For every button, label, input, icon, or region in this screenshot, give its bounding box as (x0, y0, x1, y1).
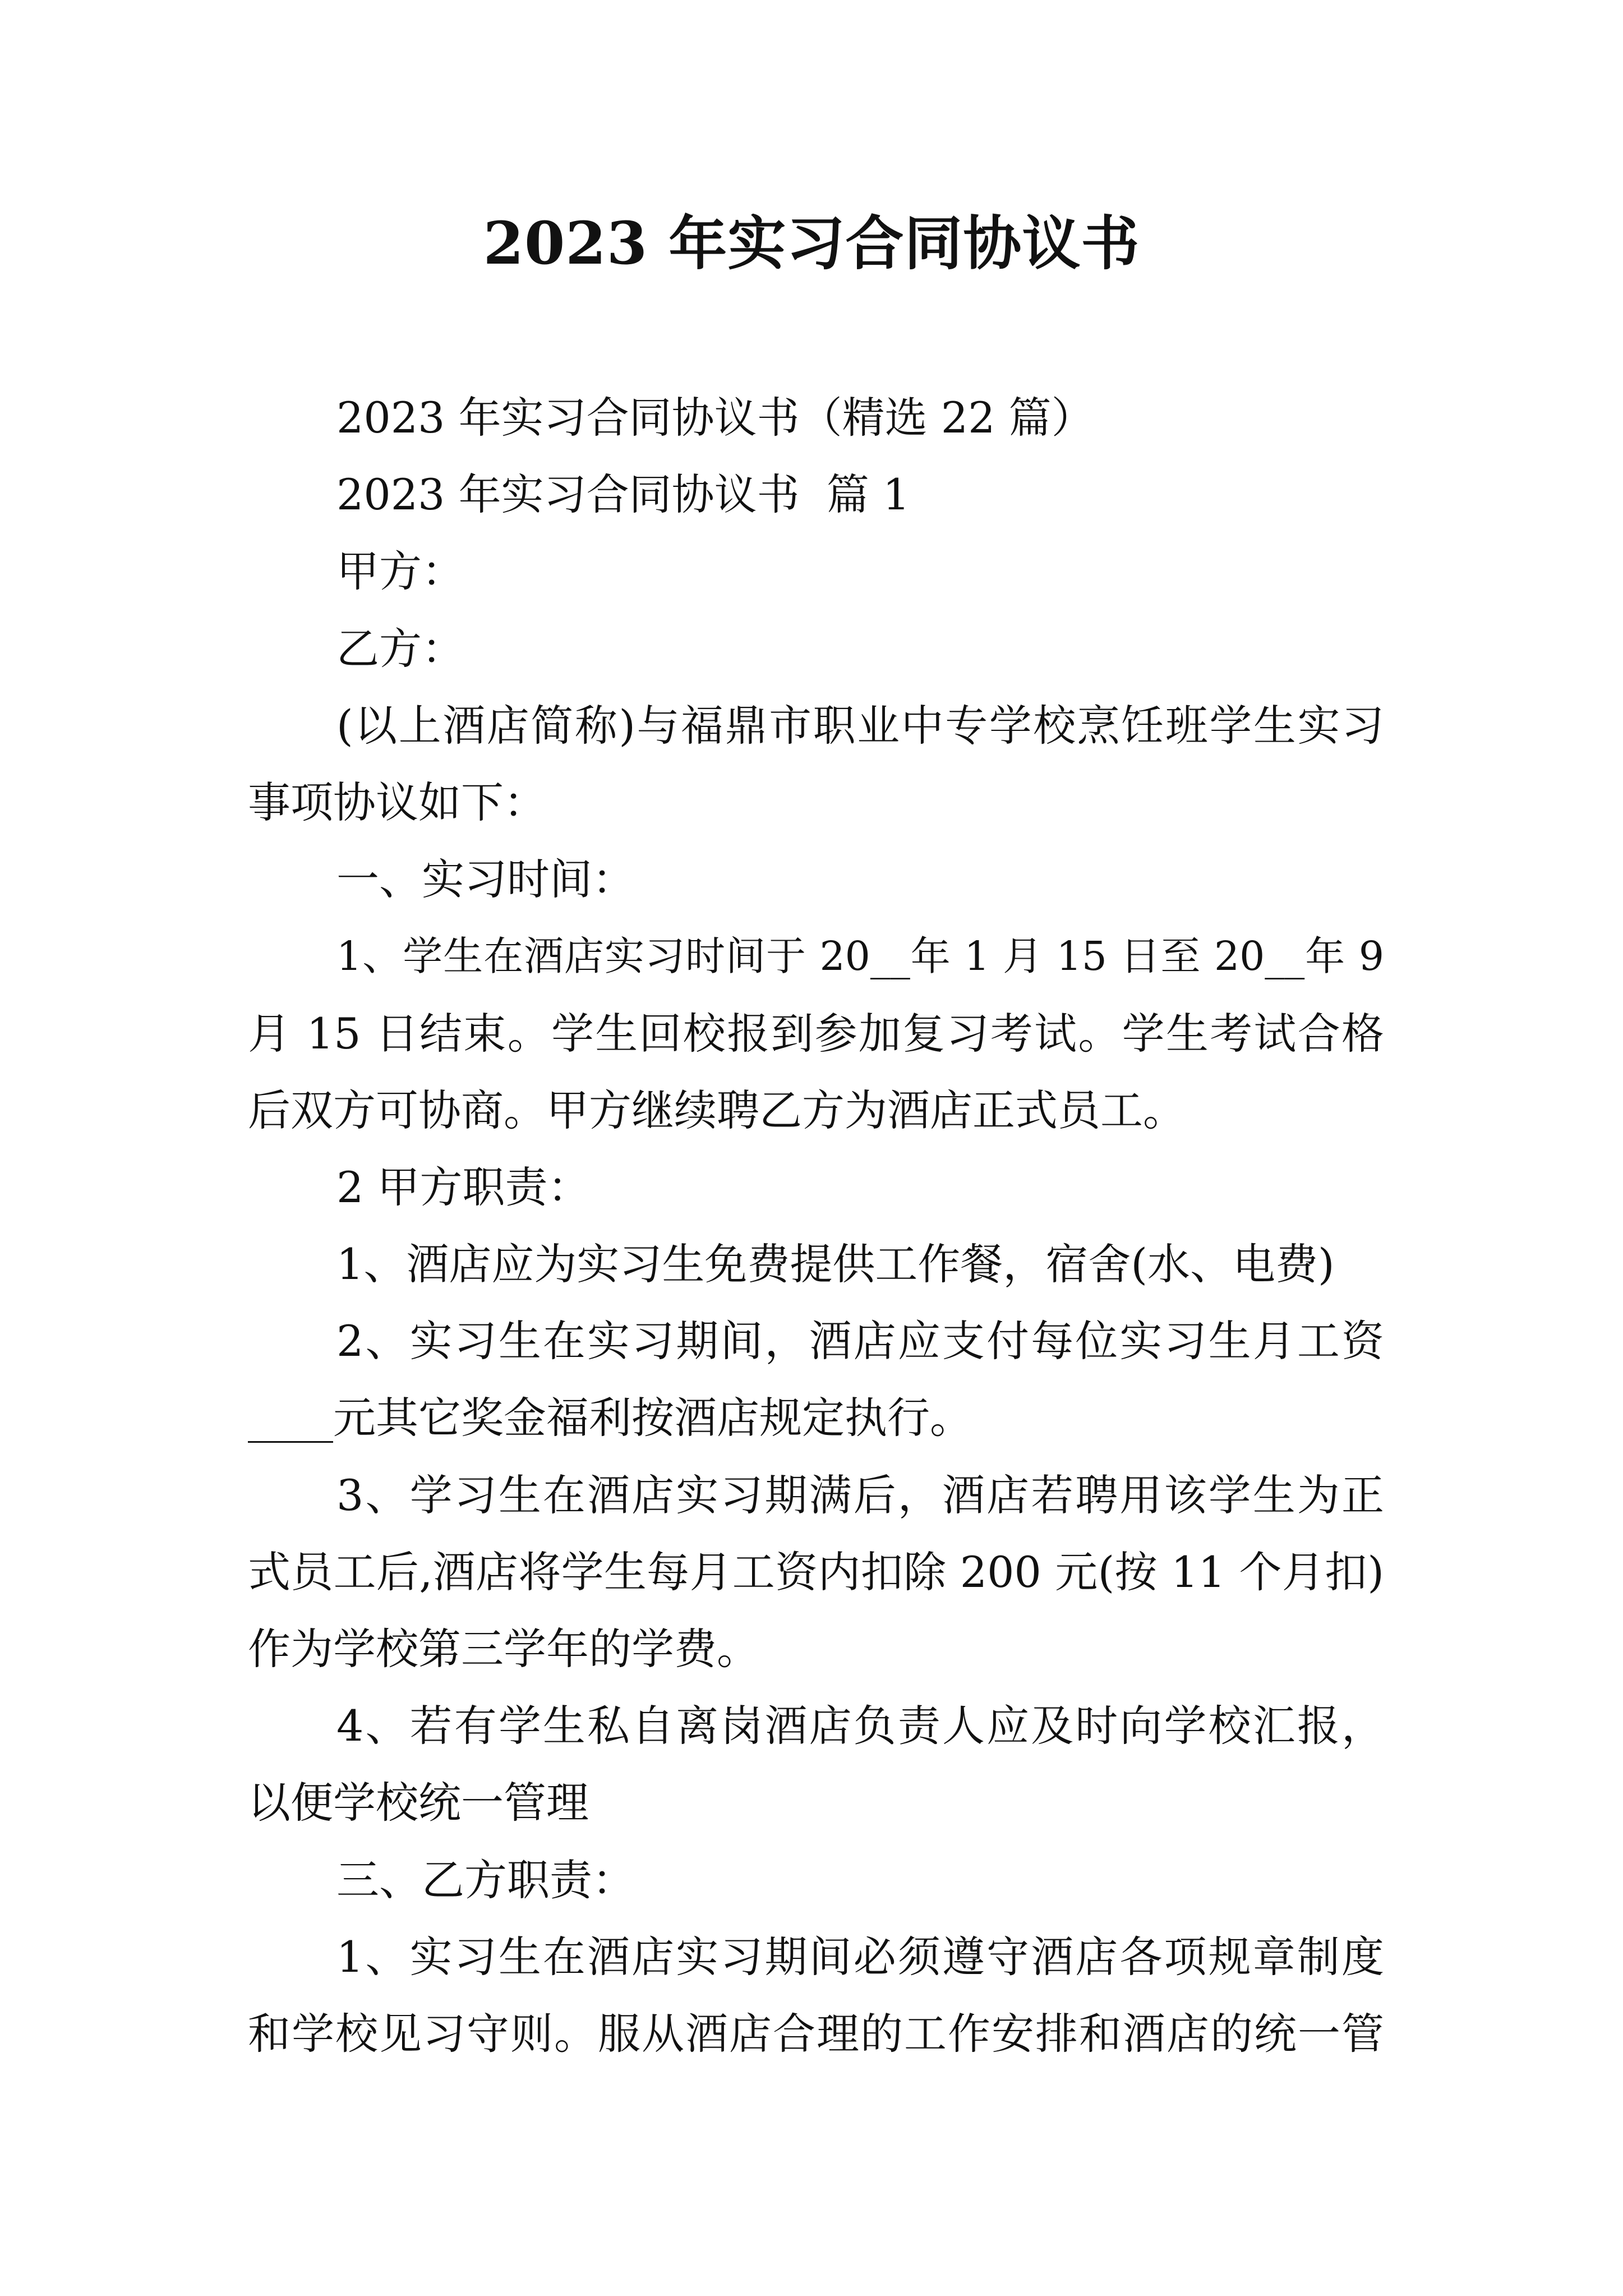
paragraph-line: 2、实习生在实习期间，酒店应支付每位实习生月工资 (336, 1316, 1384, 1366)
paragraph-line: 2023 年实习合同协议书 篇 1 (336, 470, 910, 520)
paragraph-line: 作为学校第三学年的学费。 (248, 1624, 759, 1674)
document-body (248, 379, 1384, 2072)
section-heading-party-a-duties (248, 1149, 1384, 1226)
clause-2-1 (248, 1226, 1384, 1303)
clause-3-1 (248, 1918, 1384, 2072)
paragraph-line: 4、若有学生私自离岗酒店负责人应及时向学校汇报， (336, 1701, 1384, 1751)
clause-2-2 (248, 1303, 1384, 1456)
section-heading-party-b-duties (248, 1842, 1384, 1918)
document-title: 2023 年实习合同协议书 (483, 209, 1140, 278)
party-b-label (248, 610, 1384, 687)
clause-2-3 (248, 1457, 1384, 1688)
intro-paragraph (248, 687, 1384, 841)
paragraph-line: 3、学习生在酒店实习期满后，酒店若聘用该学生为正 (336, 1470, 1384, 1520)
paragraph-line: 甲方： (336, 546, 464, 597)
article-heading (248, 456, 1384, 533)
paragraph-line: ____元其它奖金福利按酒店规定执行。 (248, 1393, 972, 1443)
paragraph-line: 1、酒店应为实习生免费提供工作餐，宿舍(水、电费) (336, 1239, 1335, 1290)
clause-1-1 (248, 918, 1384, 1149)
paragraph-line: 1、实习生在酒店实习期间必须遵守酒店各项规章制度 (336, 1931, 1384, 1982)
paragraph-line: 一、实习时间： (336, 854, 635, 905)
paragraph-line: 月 15 日结束。学生回校报到参加复习考试。学生考试合格 (248, 1008, 1384, 1059)
paragraph-line: (以上酒店简称)与福鼎市职业中专学校烹饪班学生实习 (336, 700, 1384, 751)
paragraph-line: 式员工后,酒店将学生每月工资内扣除 200 元(按 11 个月扣) (248, 1547, 1384, 1597)
paragraph-line: 三、乙方职责： (336, 1855, 635, 1905)
collection-title (248, 379, 1384, 456)
paragraph-line: 乙方： (336, 623, 464, 674)
paragraph-line: 2023 年实习合同协议书（精选 22 篇） (336, 393, 1094, 443)
paragraph-line: 1、学生在酒店实习时间于 20__年 1 月 15 日至 20__年 9 (336, 933, 1384, 980)
paragraph-line: 和学校见习守则。服从酒店合理的工作安排和酒店的统一管 (248, 2008, 1384, 2059)
paragraph-line: 2 甲方职责： (336, 1162, 591, 1212)
paragraph-line: 后双方可协商。甲方继续聘乙方为酒店正式员工。 (248, 1085, 1186, 1135)
party-a-label (248, 533, 1384, 610)
paragraph-line: 以便学校统一管理 (248, 1778, 589, 1828)
section-heading-internship-time (248, 841, 1384, 918)
clause-2-4 (248, 1687, 1384, 1841)
paragraph-line: 事项协议如下： (248, 777, 546, 827)
